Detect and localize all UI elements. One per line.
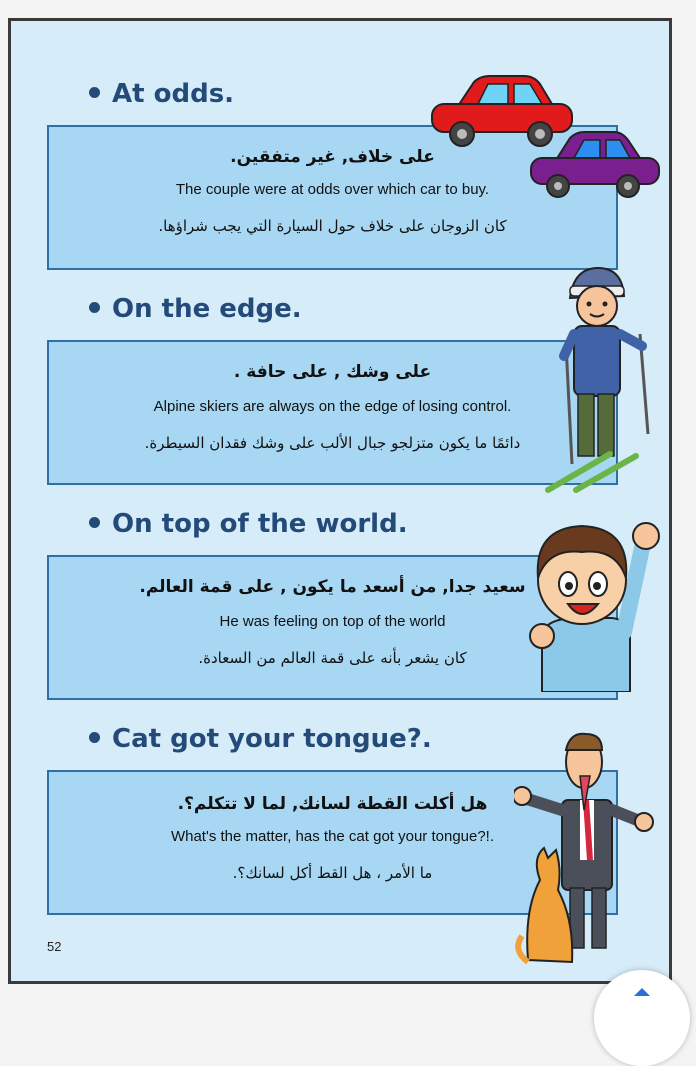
bullet-icon <box>89 87 100 98</box>
english-example: What's the matter, has the cat got your tongue?!. <box>170 828 495 845</box>
arabic-example: كان يشعر بأنه على قمة العالم من السعادة. <box>198 649 467 667</box>
english-example: Alpine skiers are always on the edge of losing control. <box>153 398 512 415</box>
heading-at-odds: At odds. <box>89 79 234 109</box>
bullet-icon <box>89 517 100 528</box>
arabic-meaning: هل أكلت القطة لسانك, لما لا تتكلم؟. <box>177 794 488 814</box>
happy-boy-icon <box>512 508 662 692</box>
english-example: He was feeling on top of the world <box>219 613 446 630</box>
heading-on-the-edge: On the edge. <box>89 294 302 324</box>
arabic-meaning: على وشك , على حافة . <box>233 362 432 382</box>
page-number: 52 <box>47 939 62 954</box>
arabic-meaning: على خلاف, غير متفقين. <box>230 147 435 167</box>
bullet-icon <box>89 302 100 313</box>
heading-cat-got-your-tongue: Cat got your tongue?. <box>89 724 432 754</box>
arabic-meaning: سعيد جدا, من أسعد ما يكون , على قمة العالم. <box>139 577 526 597</box>
english-example: The couple were at odds over which car to buy. <box>175 181 490 198</box>
man-with-cat-icon <box>514 730 654 970</box>
purple-car-icon <box>528 130 662 204</box>
heading-on-top-of-the-world: On top of the world. <box>89 509 408 539</box>
definition-box-2 <box>47 340 618 485</box>
scroll-up-button[interactable] <box>594 970 690 1066</box>
chevron-up-icon <box>634 988 650 996</box>
arabic-example: كان الزوجان على خلاف حول السيارة التي يجب شراؤها. <box>158 217 507 235</box>
bullet-icon <box>89 732 100 743</box>
arabic-example: دائمًا ما يكون متزلجو جبال الألب على وشك فقدان السيطرة. <box>144 434 521 452</box>
arabic-example: ما الأمر ، هل القط أكل لسانك؟. <box>232 864 433 882</box>
skier-icon <box>544 264 662 496</box>
